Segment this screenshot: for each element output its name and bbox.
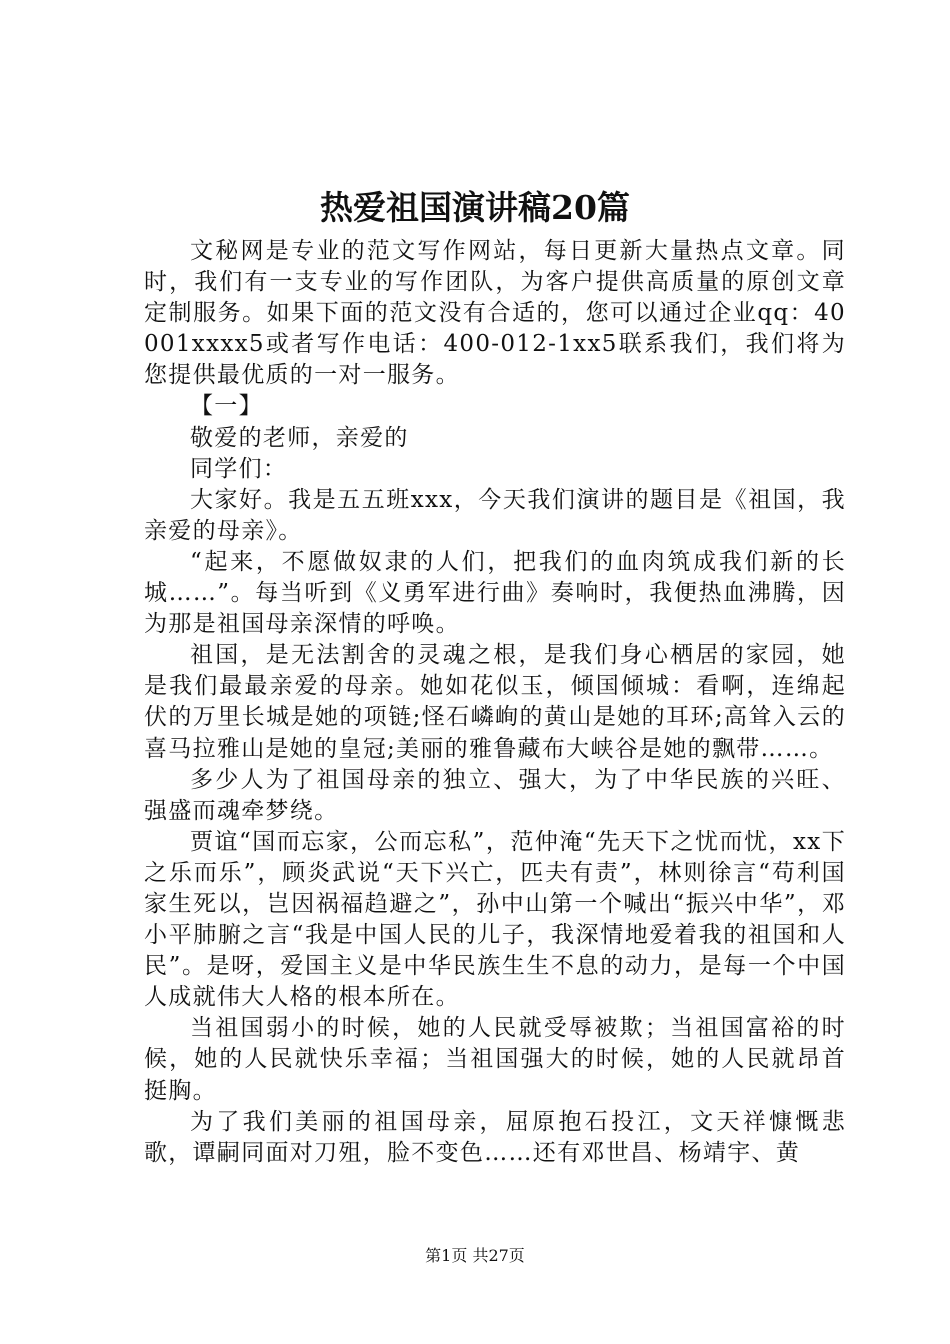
section-heading: 【一】 bbox=[190, 393, 263, 420]
paragraph: “起来，不愿做奴隶的人们，把我们的血肉筑成我们新的长城……”。每当听到《义勇军进行曲》奏响时，我便热血沸腾，因为那是祖国母亲深情的呼唤。 bbox=[144, 548, 846, 638]
paragraph: 多少人为了祖国母亲的独立、强大，为了中华民族的兴旺、强盛而魂牵梦绕。 bbox=[144, 766, 846, 824]
paragraph: 大家好。我是五五班xxx，今天我们演讲的题目是《祖国，我亲爱的母亲》。 bbox=[144, 486, 846, 544]
paragraph: 贾谊“国而忘家，公而忘私”，范仲淹“先天下之忧而忧，xx下之乐而乐”，顾炎武说“天下兴亡，匹夫有责”，林则徐言“苟利国家生死以，岂因祸福趋避之”，孙中山第一个喊出“振兴中华”，邓小平肺腑之言“我是中国人民的儿子，我深情地爱着我的祖国和人民”。是呀，爱国主义是中华民族生生不息的动力，是每一个中国人成就伟大人格的根本所在。 bbox=[144, 828, 846, 1011]
paragraph: 为了我们美丽的祖国母亲，屈原抱石投江，文天祥慷慨悲歌，谭嗣同面对刀殂，脸不变色……还有邓世昌、杨靖宇、黄 bbox=[144, 1108, 846, 1166]
document-body bbox=[144, 236, 846, 1169]
paragraph-salutation-cont: 同学们： bbox=[190, 455, 288, 482]
paragraph-salutation: 敬爱的老师，亲爱的 bbox=[190, 424, 409, 451]
paragraph: 祖国，是无法割舍的灵魂之根，是我们身心栖居的家园，她是我们最最亲爱的母亲。她如花似玉，倾国倾城：看啊，连绵起伏的万里长城是她的项链;怪石嶙峋的黄山是她的耳环;高耸入云的喜马拉雅山是她的皇冠;美丽的雅鲁藏布大峡谷是她的飘带……。 bbox=[144, 642, 846, 762]
paragraph: 当祖国弱小的时候，她的人民就受辱被欺；当祖国富裕的时候，她的人民就快乐幸福；当祖国强大的时候，她的人民就昂首挺胸。 bbox=[144, 1015, 846, 1104]
paragraph-intro: 文秘网是专业的范文写作网站，每日更新大量热点文章。同时，我们有一支专业的写作团队，为客户提供高质量的原创文章定制服务。如果下面的范文没有合适的，您可以通过企业qq：40001xxxx5或者写作电话：400-012-1xx5联系我们，我们将为您提供最优质的一对一服务。 bbox=[144, 238, 846, 389]
page-footer: 第1页 共27页 bbox=[425, 1246, 525, 1265]
document-title: 热爱祖国演讲稿20篇 bbox=[320, 188, 630, 227]
